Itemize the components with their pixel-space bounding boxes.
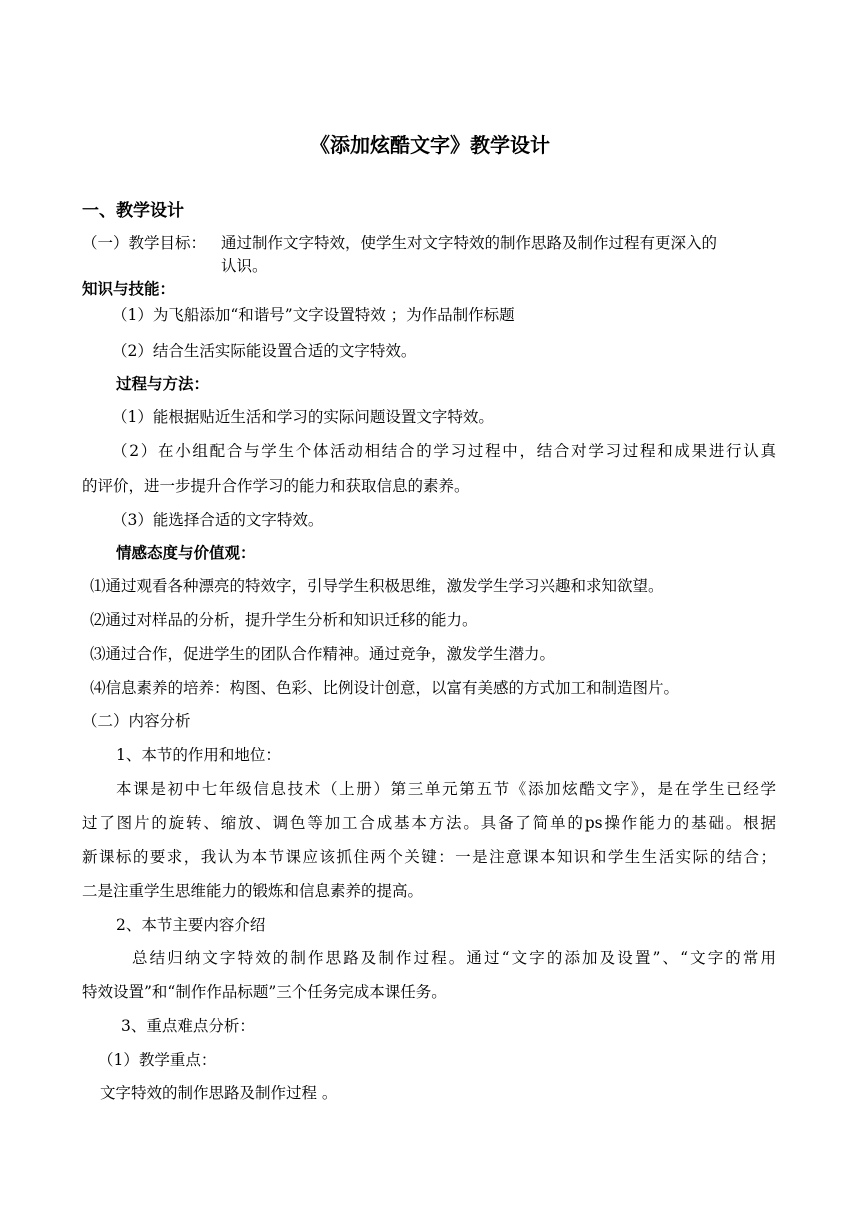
role-line-2: 过了图片的旋转、缩放、调色等加工合成基本方法。具备了简单的ps操作能力的基础。根据	[82, 814, 776, 832]
knowledge-heading: 知识与技能：	[82, 280, 176, 298]
knowledge-item-2: （2）结合生活实际能设置合适的文字特效。	[112, 342, 417, 360]
role-line-1: 本课是初中七年级信息技术（上册）第三单元第五节《添加炫酷文字》，是在学生已经学	[116, 780, 776, 798]
objectives-label: （一）教学目标：	[82, 234, 207, 252]
emotion-item-3: ⑶通过合作，促进学生的团队合作精神。通过竞争，激发学生潜力。	[90, 645, 556, 663]
emotion-heading: 情感态度与价值观：	[116, 544, 256, 562]
role-heading: 1、本节的作用和地位：	[116, 746, 281, 764]
section-heading-teaching-design: 一、教学设计	[82, 201, 184, 221]
role-line-3: 新课标的要求，我认为本节课应该抓住两个关键：一是注意课本知识和学生生活实际的结合；	[82, 848, 776, 866]
key-difficulty-heading: 3、重点难点分析：	[121, 1017, 255, 1035]
process-item-2-line1: （2）在小组配合与学生个体活动相结合的学习过程中，结合对学习过程和成果进行认真	[112, 442, 776, 460]
key-points-subheading: （1）教学重点：	[98, 1051, 217, 1069]
emotion-item-1: ⑴通过观看各种漂亮的特效字，引导学生积极思维，激发学生学习兴趣和求知欲望。	[90, 577, 664, 595]
emotion-item-2: ⑵通过对样品的分析，提升学生分析和知识迁移的能力。	[90, 611, 478, 629]
content-analysis-label: （二）内容分析	[82, 712, 191, 730]
process-item-2-line2: 的评价，进一步提升合作学习的能力和获取信息的素养。	[82, 477, 470, 495]
main-content-line-1: 总结归纳文字特效的制作思路及制作过程。通过“文字的添加及设置”、“文字的常用	[132, 949, 776, 967]
document-title: 《添加炫酷文字》教学设计	[310, 133, 550, 157]
key-points-text: 文字特效的制作思路及制作过程 。	[100, 1084, 338, 1102]
knowledge-item-1: （1）为飞船添加“和谐号”文字设置特效 ；为作品制作标题	[112, 306, 515, 324]
process-item-1: （1）能根据贴近生活和学习的实际问题设置文字特效。	[112, 408, 494, 426]
objectives-text-line2: 认识。	[221, 257, 268, 275]
process-heading: 过程与方法：	[116, 375, 210, 393]
main-content-line-2: 特效设置”和“制作作品标题”三个任务完成本课任务。	[82, 983, 447, 1001]
emotion-item-4: ⑷信息素养的培养：构图、色彩、比例设计创意，以富有美感的方式加工和制造图片。	[90, 679, 680, 697]
main-content-heading: 2、本节主要内容介绍	[116, 916, 266, 934]
role-line-4: 二是注重学生思维能力的锻炼和信息素养的提高。	[82, 882, 424, 900]
process-item-3: （3）能选择合适的文字特效。	[112, 511, 324, 529]
objectives-text-line1: 通过制作文字特效，使学生对文字特效的制作思路及制作过程有更深入的	[221, 234, 718, 252]
